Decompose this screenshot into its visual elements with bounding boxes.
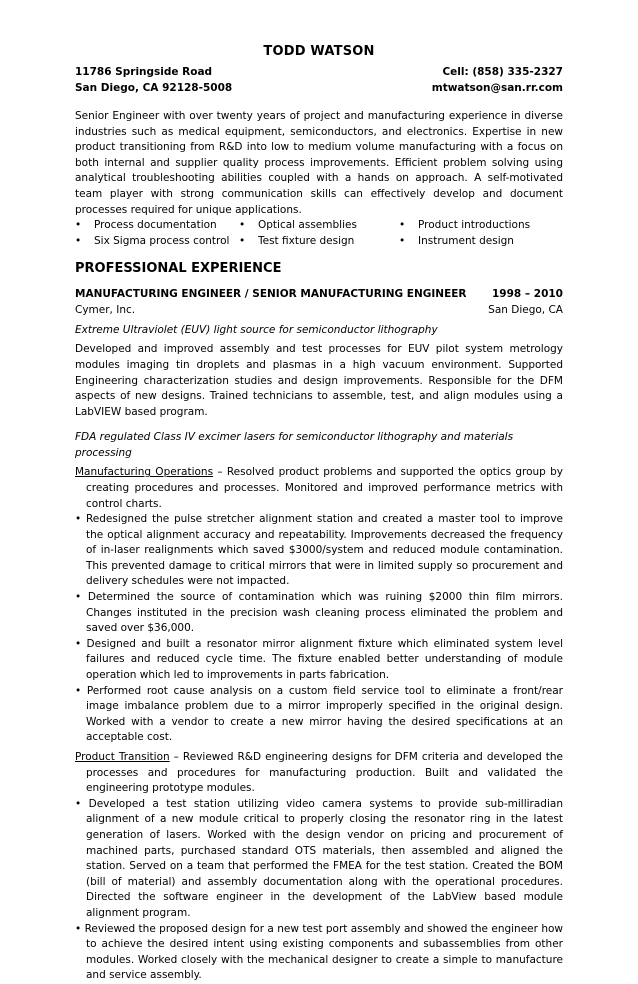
cell-phone: Cell: (858) 335-2327 bbox=[442, 66, 563, 78]
mfg-operations-label: Manufacturing Operations bbox=[75, 466, 214, 479]
company-name: Cymer, Inc. bbox=[75, 304, 136, 317]
bullet-icon: • bbox=[75, 591, 82, 604]
list-item bbox=[75, 922, 563, 984]
skill-item bbox=[239, 218, 399, 234]
bullet-icon: • bbox=[75, 797, 82, 810]
section-title-experience: PROFESSIONAL EXPERIENCE bbox=[75, 261, 282, 277]
job-location: San Diego, CA bbox=[488, 304, 563, 317]
list-item bbox=[75, 797, 563, 922]
skill-label: Instrument design bbox=[418, 234, 514, 247]
list-item bbox=[75, 512, 563, 590]
achievement-text: Performed root cause analysis on a custom field service tool to eliminate a front/rear image imbalance problem due to a mirror improperly specified in the original design. Worked with a vendor to create a new mirror having the desired specifications at an acceptable cost. bbox=[86, 684, 564, 744]
summary-paragraph: Senior Engineer with over twenty years of project and manufacturing experience in diverse industries such as medical equipment, semiconductors, and electronics. Expertise in new product transitioning from R&D into low to medium volume manufacturing with a focus on both internal and supplier quality process improvements. Efficient problem solving using analytical troubleshooting abilities coupled with a hands on approach. A self-motivated team player with strong communication skills can effectively develop and document processes required for unique applications. bbox=[75, 110, 563, 216]
candidate-name: TODD WATSON bbox=[263, 44, 375, 59]
skills-list bbox=[75, 218, 563, 249]
skill-label: Process documentation bbox=[94, 219, 217, 232]
skill-item bbox=[399, 234, 563, 250]
bullet-icon: • bbox=[239, 234, 246, 247]
bullet-icon: • bbox=[399, 219, 406, 232]
skill-item bbox=[75, 218, 239, 234]
skill-label: Optical assemblies bbox=[258, 219, 357, 232]
job-header bbox=[75, 286, 563, 302]
achievement-text: Redesigned the pulse stretcher alignment station and created a master tool to improve the optical alignment accuracy and repeatability. Improvements decreased the frequency of in-laser realignments which saved $3000/system and reduced module contamination. This prevented damage to critical mirrors that were in limited supply so procurement and delivery schedules were not impacted. bbox=[85, 513, 563, 588]
skill-item bbox=[399, 218, 563, 234]
product-transition-text: – Reviewed R&D engineering designs for DFM criteria and developed the processes and procedures for manufacturing production. Built and validated the engineering prototype modules. bbox=[86, 751, 563, 795]
skill-label: Test fixture design bbox=[258, 234, 355, 247]
job-title: MANUFACTURING ENGINEER / SENIOR MANUFACTURING ENGINEER bbox=[75, 288, 467, 301]
job-meta bbox=[75, 302, 563, 318]
address-line-1: 11786 Springside Road bbox=[75, 66, 213, 78]
achievement-text: Designed and built a resonator mirror alignment fixture which eliminated system level failures and reduced cycle time. The fixture enabled better understanding of module operation which led to improvements in parts fabrication. bbox=[86, 637, 564, 682]
achievement-text: Determined the source of contamination which was ruining $2000 thin film mirrors. Changes instituted in the precision wash cleaning process eliminated the problem and saved over $36,000. bbox=[86, 591, 563, 635]
product-heading-euv: Extreme Ultraviolet (EUV) light source for semiconductor lithography bbox=[75, 324, 438, 337]
mfg-operations-text: – Resolved product problems and supported the optics group by creating procedures and processes. Monitored and improved performance metrics with control charts. bbox=[86, 466, 563, 510]
email-address: mtwatson@san.rr.com bbox=[431, 82, 563, 94]
bullet-icon: • bbox=[239, 219, 246, 232]
list-item bbox=[75, 590, 563, 637]
skill-item bbox=[75, 234, 239, 250]
product-heading-excimer: FDA regulated Class IV excimer lasers for semiconductor lithography and materials processing bbox=[75, 431, 514, 460]
product-description-euv: Developed and improved assembly and test processes for EUV pilot system metrology modules imaging tin droplets and plasmas in a high vacuum environment. Supported Engineering characterization studies and design improvements. Responsible for the DFM aspects of new designs. Trained technicians to assemble, test, and align modules using a LabVIEW based program. bbox=[75, 343, 563, 418]
bullet-icon: • bbox=[75, 637, 82, 650]
bullet-icon: • bbox=[75, 513, 82, 526]
bullet-icon: • bbox=[75, 219, 82, 232]
job-dates: 1998 – 2010 bbox=[491, 288, 563, 301]
achievement-text: Reviewed the proposed design for a new test port assembly and showed the engineer how to achieve the desired intent using existing components and subassemblies from other modules. Worked closely with the mechanical designer to create a simple to manufacture and service assembly. bbox=[84, 922, 563, 982]
product-transition-label: Product Transition bbox=[75, 751, 170, 763]
skill-label: Product introductions bbox=[418, 219, 531, 232]
address-line-2: San Diego, CA 92128-5008 bbox=[75, 82, 233, 94]
contact-row-1 bbox=[75, 64, 563, 80]
bullet-icon: • bbox=[75, 922, 82, 935]
bullet-icon: • bbox=[399, 234, 406, 247]
bullet-icon: • bbox=[75, 234, 82, 247]
list-item bbox=[75, 637, 563, 684]
list-item bbox=[75, 684, 563, 746]
bullet-icon: • bbox=[75, 684, 82, 697]
contact-row-2 bbox=[75, 80, 563, 96]
skill-item bbox=[239, 234, 399, 250]
mfg-operations-intro bbox=[75, 465, 563, 512]
achievement-text: Developed a test station utilizing video camera systems to provide sub-milliradian alignment of a new module critical to properly closing the resonator ring in the latest generation of lasers. Worked with the design vendor on pricing and procurement of machined parts, purchased standard OTS materials, then assembled and aligned the station. Served on a team that performed the FMEA for the test station. Created the BOM (bill of material) and assembly documentation along with the operational procedures. Directed the software engineer in the development of the LabView based module alignment program. bbox=[86, 797, 563, 919]
product-transition-intro bbox=[75, 750, 563, 797]
resume-page bbox=[75, 44, 563, 984]
skill-label: Six Sigma process control bbox=[94, 234, 230, 247]
